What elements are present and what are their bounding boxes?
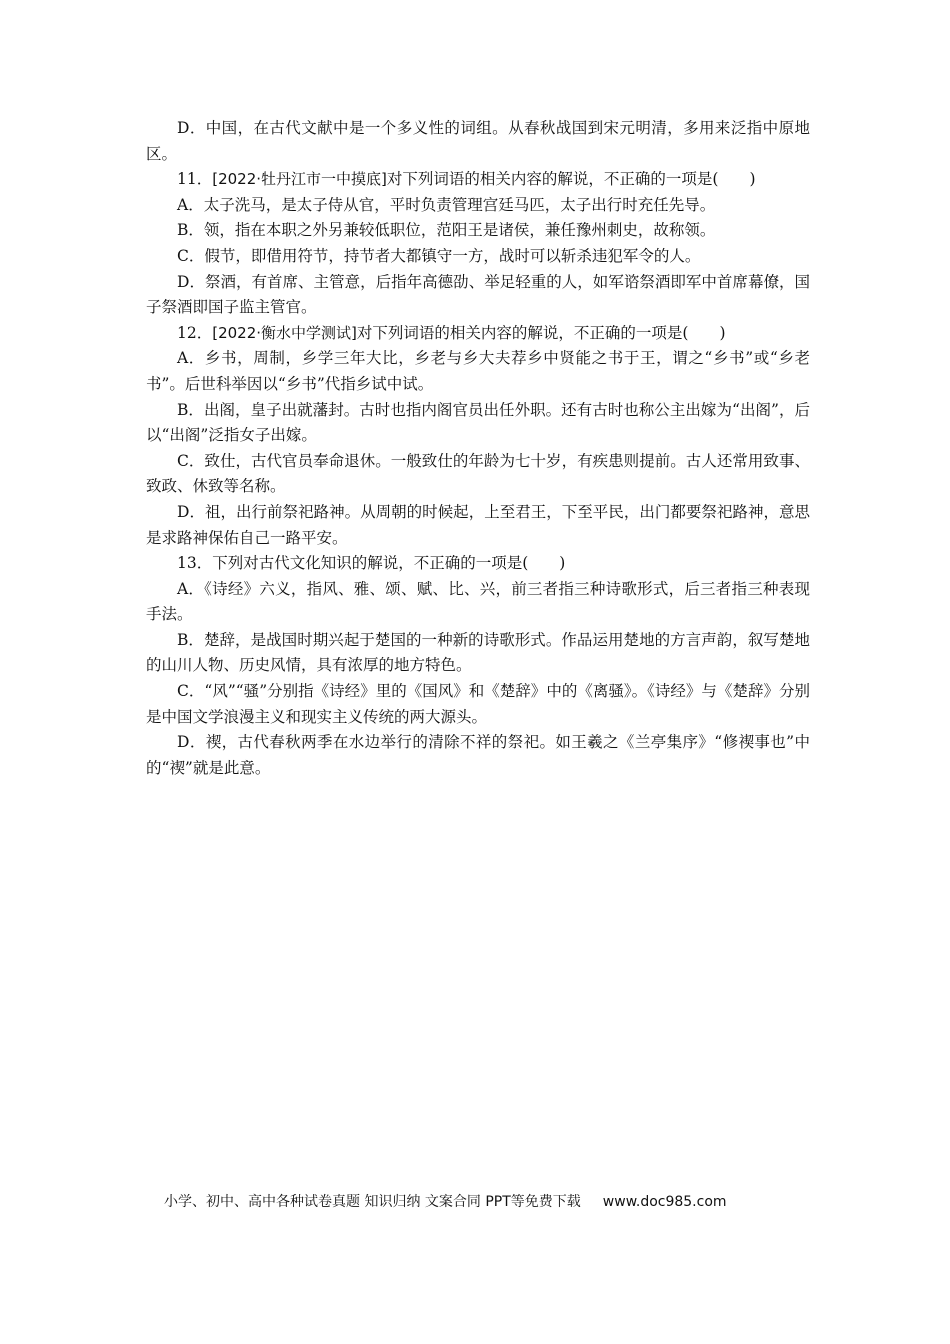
option-12-b xyxy=(146,398,810,449)
question-number: 11． xyxy=(177,170,213,189)
question-number: 13． xyxy=(177,554,213,573)
document-body xyxy=(146,116,810,781)
footer-site-link[interactable]: www.doc985.com xyxy=(602,1194,727,1210)
option-text: B．领，指在本职之外另兼较低职位，范阳王是诸侯，兼任豫州刺史，故称领。 xyxy=(177,221,716,240)
option-11-d xyxy=(146,270,810,321)
option-12-a xyxy=(146,346,810,397)
option-10-d xyxy=(146,116,810,167)
question-stem: 对下列词语的相关内容的解说，不正确的一项是( ) xyxy=(356,323,726,342)
option-11-c xyxy=(146,244,810,270)
question-number: 12． xyxy=(177,323,213,342)
option-text: C．致仕，古代官员奉命退休。一般致仕的年龄为七十岁，有疾患则提前。古人还常用致事、致政、休致等名称。 xyxy=(146,451,810,496)
option-12-d xyxy=(146,500,810,551)
question-source: [2022·牡丹江市一中摸底] xyxy=(212,170,387,189)
question-13 xyxy=(146,551,810,577)
option-text: D．禊，古代春秋两季在水边举行的清除不祥的祭祀。如王羲之《兰亭集序》“修禊事也”中的“禊”就是此意。 xyxy=(146,733,810,777)
option-text: B．出阁，皇子出就藩封。古时也指内阁官员出任外职。还有古时也称公主出嫁为“出阁”，后以“出阁”泛指女子出嫁。 xyxy=(146,400,810,445)
question-12 xyxy=(146,321,810,347)
option-13-b xyxy=(146,628,810,679)
option-11-b xyxy=(146,218,810,244)
option-text: D．中国，在古代文献中是一个多义性的词组。从春秋战国到宋元明清，多用来泛指中原地区。 xyxy=(146,119,810,163)
question-11 xyxy=(146,167,810,193)
question-source: [2022·衡水中学测试] xyxy=(212,323,357,342)
option-text: C．“风”“骚”分别指《诗经》里的《国风》和《楚辞》中的《离骚》。《诗经》与《楚辞》分别是中国文学浪漫主义和现实主义传统的两大源头。 xyxy=(146,682,810,726)
option-11-a xyxy=(146,193,810,219)
option-13-d xyxy=(146,730,810,781)
option-13-a xyxy=(146,577,810,628)
question-stem: 对下列词语的相关内容的解说，不正确的一项是( ) xyxy=(386,170,756,189)
page-footer xyxy=(164,1191,824,1211)
option-text: A．《诗经》六义，指风、雅、颂、赋、比、兴，前三者指三种诗歌形式，后三者指三种表现手法。 xyxy=(146,579,810,624)
option-text: B．楚辞，是战国时期兴起于楚国的一种新的诗歌形式。作品运用楚地的方言声韵，叙写楚地的山川人物、历史风情，具有浓厚的地方特色。 xyxy=(146,630,810,675)
option-text: D．祖，出行前祭祀路神。从周朝的时候起，上至君王，下至平民，出门都要祭祀路神，意思是求路神保佑自己一路平安。 xyxy=(146,502,810,547)
option-text: D．祭酒，有首席、主管意，后指年高德劭、举足轻重的人，如军谘祭酒即军中首席幕僚，国子祭酒即国子监主管官。 xyxy=(146,272,810,317)
option-text: A．太子洗马，是太子侍从官，平时负责管理宫廷马匹，太子出行时充任先导。 xyxy=(177,195,716,214)
footer-text: 小学、初中、高中各种试卷真题 知识归纳 文案合同 PPT等免费下载 xyxy=(164,1194,581,1210)
option-text: A．乡书，周制，乡学三年大比，乡老与乡大夫荐乡中贤能之书于王，谓之“乡书”或“乡老书”。后世科举因以“乡书”代指乡试中试。 xyxy=(146,349,810,393)
question-stem: 下列对古代文化知识的解说，不正确的一项是( ) xyxy=(212,554,566,573)
option-text: C．假节，即借用符节，持节者大都镇守一方，战时可以斩杀违犯军令的人。 xyxy=(177,246,701,265)
option-13-c xyxy=(146,679,810,730)
option-12-c xyxy=(146,449,810,500)
